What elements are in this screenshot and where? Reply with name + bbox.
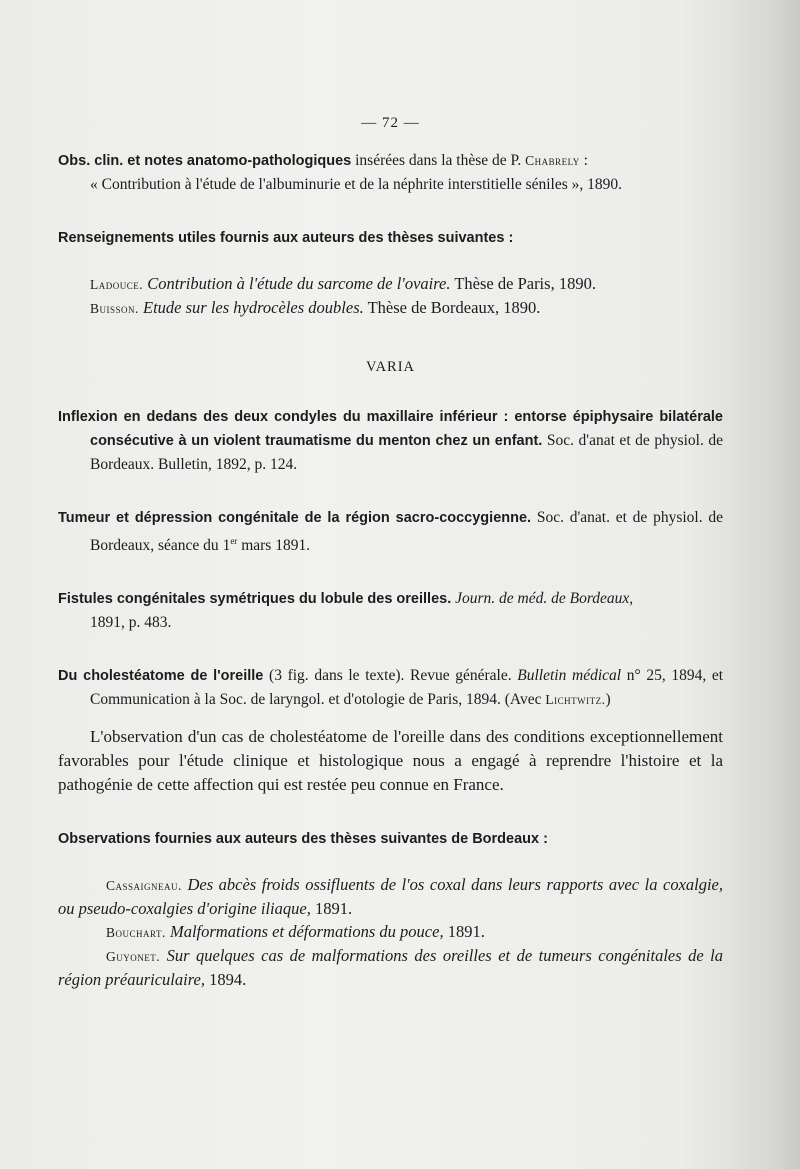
entry-inflexion: Inflexion en dedans des deux condyles du maxillaire inférieur : entorse épiphysaire bilatérale consécutive à un violent traumatisme du menton chez un enfant. Soc. d'anat et de physiol. de Bordeaux. Bulletin, 1892, p. 124.: [58, 409, 724, 473]
ref-ladouce: Ladouce. Contribution à l'étude du sarcome de l'ovaire. Thèse de Paris, 1890.: [90, 274, 596, 293]
page-text: [58, 112, 723, 991]
heading-renseignements: Renseignements utiles fournis aux auteurs des thèses suivantes :: [58, 230, 514, 246]
entry-cholesteatome: Du cholestéatome de l'oreille (3 fig. dans le texte). Revue générale. Bulletin médical n° 25, 1894, et Communication à la Soc. de laryngol. et d'otologie de Paris, 1894. (Avec Lichtwitz.): [58, 667, 724, 709]
ref-cassaigneau: Cassaigneau. Des abcès froids ossifluents de l'os coxal dans leurs rapports avec la coxalgie, ou pseudo-coxalgies d'origine iliaque, 1891.: [58, 875, 724, 919]
ref-guyonet: Guyonet. Sur quelques cas de malformations des oreilles et de tumeurs congénitales de la région préauriculaire, 1894.: [58, 946, 724, 990]
page-number: — 72 —: [361, 115, 420, 131]
section-title-varia: VARIA: [365, 359, 416, 375]
ref-bouchart: Bouchart. Malformations et déformations du pouce, 1891.: [106, 922, 485, 942]
paragraph-observation: L'observation d'un cas de cholestéatome de l'oreille dans des conditions exceptionnellement favorables pour l'étude clinique et histologique nous a engagé à reprendre l'histoire et la pathogénie de cette affection qui est restée peu connue en France.: [58, 727, 723, 795]
entry-obs-clin: Obs. clin. et notes anatomo-pathologiques insérées dans la thèse de P. Chabrely : « Contribution à l'étude de l'albuminurie et de la néphrite interstitielle séniles », 1890.: [58, 152, 623, 193]
heading-observations: Observations fournies aux auteurs des thèses suivantes de Bordeaux :: [58, 831, 548, 848]
entry-fistules: Fistules congénitales symétriques du lobule des oreilles. Journ. de méd. de Bordeaux, 1891, p. 483.: [58, 590, 634, 632]
ref-buisson: Buisson. Etude sur les hydrocèles doubles. Thèse de Bordeaux, 1890.: [90, 298, 541, 317]
entry-tumeur: Tumeur et dépression congénitale de la région sacro-coccygienne. Soc. d'anat. et de physiol. de Bordeaux, séance du 1er mars 1891.: [58, 509, 723, 555]
